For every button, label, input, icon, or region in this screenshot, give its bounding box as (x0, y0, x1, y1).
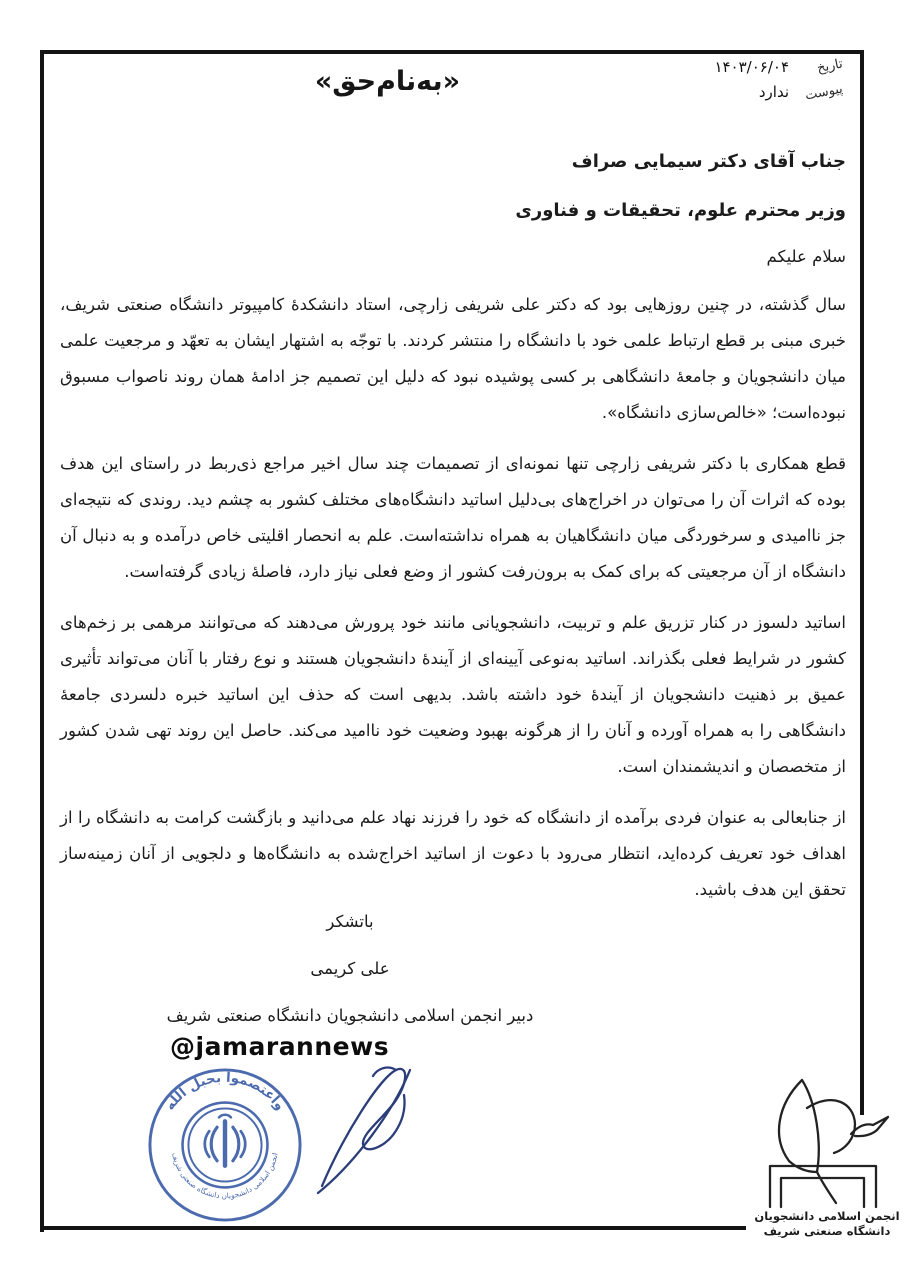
besmele-heading: «به‌نام‌حق» (314, 66, 461, 97)
logo-text-line2: دانشگاه صنعتی شریف (763, 1224, 891, 1238)
body-paragraph-4: از جنابعالی به عنوان فردی برآمده از دانشگاه که خود را فرزند نهاد علم می‌دانید و بازگشت کرامت به دانشگاه را از اهداف خود تعریف کرده‌اید، انتظار می‌رود با دعوت از اساتید اخراج‌شده به دانشگاه‌ها و دلجویی از آنان زمینه‌ساز تحقق این هدف باشید. (60, 807, 846, 899)
attachment-value: ندارد (758, 83, 789, 101)
attachment-label: پیوست (803, 81, 844, 104)
page-border-left (40, 50, 44, 1232)
body-paragraph-3: اساتید دلسوز در کنار تزریق علم و تربیت، دانشجویانی مانند خود پرورش می‌دهند که می‌توانند مرهمی بر زخم‌های کشور در شرایط فعلی بگذراند. اساتید به‌نوعی آیینه‌ای از آیندهٔ دانشجویان هستند و نوع رفتار با آنان می‌تواند تأثیری عمیق بر ذهنیت دانشجویان از آیندهٔ خود داشته باشد. بدیهی است که حذف این اساتید خبره دلسردی جامعهٔ دانشگاهی را به همراه آورده و آنان را از هرگونه بهبود وضعیت خود ناامید می‌کند. حاصل این روند تهی شدن کشور از متخصصان و اندیشمندان است. (60, 612, 846, 776)
page-border-top (40, 50, 864, 54)
recipient-title: وزیر محترم علوم، تحقیقات و فناوری (515, 199, 846, 221)
closing-thanks: باتشکر (326, 912, 374, 931)
body-paragraph-2: قطع همکاری با دکتر شریفی زارچی تنها نمونه‌ای از تصمیمات چند سال اخیر مراجع ذی‌ربط در راستای این هدف بوده که اثرات آن را می‌توان در اخراج‌های بی‌دلیل اساتید دانشگاه‌های مختلف کشور به چشم دید. روندی که نتیجه‌ای جز ناامیدی و سرخوردگی میان دانشگاهیان به همراه نداشته‌است. علم به انحصار اقلیتی خاص درآمده و به دنبال آن دانشگاه از آن مرجعیتی که برای کمک به برون‌رفت کشور از وضع فعلی نیاز دارد، فاصلهٔ زیادی گرفته‌است. (60, 453, 846, 581)
dove-icon (770, 1080, 888, 1207)
salutation: سلام علیکم (766, 246, 846, 266)
handwritten-signature-icon (292, 1060, 447, 1200)
stamp-top-text: واعتصموا بحبل الله (162, 1070, 288, 1114)
signatory-title: دبیر انجمن اسلامی دانشجویان دانشگاه صنعتی شریف (166, 1006, 534, 1025)
signatory-name: علی کریمی (310, 959, 390, 978)
official-stamp (146, 1066, 304, 1224)
body-paragraph-1: سال گذشته، در چنین روزهایی بود که دکتر علی شریفی زارچی، استاد دانشکدهٔ کامپیوتر دانشگاه صنعتی شریف، خبری مبنی بر قطع ارتباط علمی خود با دانشگاه را منتشر کردند. با توجّه به اشتهار ایشان به تعهّد و مرجعیت علمی میان دانشجویان و جامعهٔ دانشگاهی بر کسی پوشیده نبود که دلیل این تصمیم جز ادامهٔ همان روند ناصواب مسبوق نبوده‌است؛ «خالص‌سازی دانشگاه». (60, 294, 846, 422)
letter-body (60, 152, 846, 923)
recipient-name: جناب آقای دکتر سیمایی صراف (571, 151, 846, 172)
svg-text:واعتصموا بحبل الله (163, 1071, 288, 1114)
watermark-handle: @jamarannews (170, 1032, 390, 1061)
date-label: تاریخ (815, 56, 844, 77)
page-border-bottom (40, 1226, 746, 1230)
date-value: ۱۴۰۳/۰۶/۰۴ (714, 58, 789, 76)
stamp-emblem-icon (205, 1115, 245, 1166)
logo-text-line1: انجمن اسلامی دانشجویان (754, 1209, 900, 1223)
org-logo (750, 1072, 902, 1242)
page-border-right (860, 50, 864, 1115)
stamp-bottom-text: انجمن اسلامی دانشجویان دانشگاه صنعتی شریف (170, 1151, 280, 1201)
